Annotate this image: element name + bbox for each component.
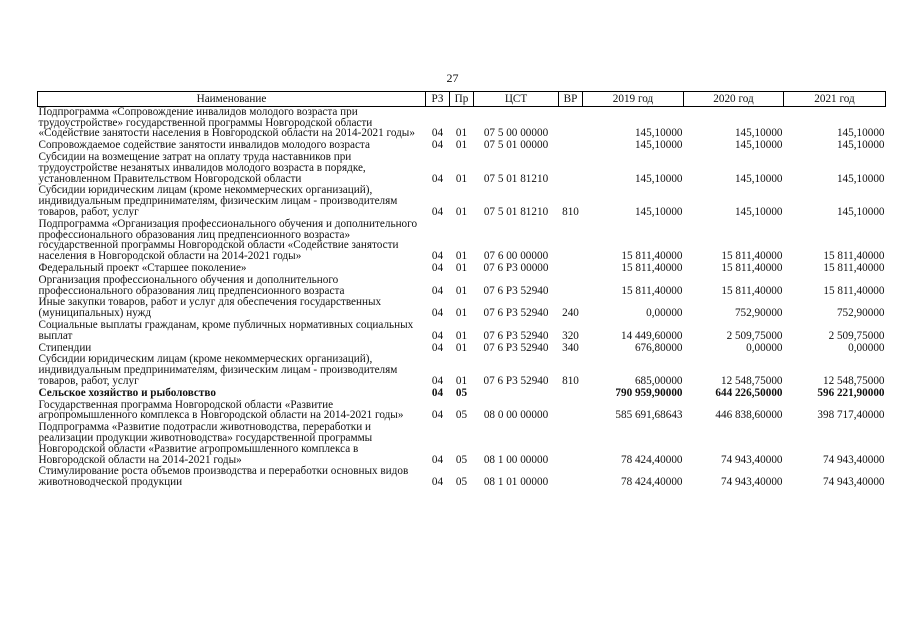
- cell-2020: 15 811,40000: [721, 284, 783, 297]
- table-row: [38, 185, 886, 218]
- cell-vr: [559, 106, 583, 140]
- cell-2020: 15 811,40000: [721, 261, 783, 274]
- cell-cst: 08 1 00 00000: [483, 453, 549, 466]
- cell-rz: 04: [431, 341, 444, 354]
- cell-name: Социальные выплаты гражданам, кроме публичных нормативных социальных выплат: [38, 318, 414, 342]
- cell-2021: 12 548,75000: [822, 374, 885, 387]
- table-row: [38, 422, 886, 466]
- cell-pr: 05: [455, 476, 468, 489]
- cell-2019: 676,80000: [634, 341, 683, 354]
- cell-pr: 05: [455, 453, 468, 466]
- cell-vr: [559, 466, 583, 489]
- cell-pr: 05: [455, 386, 468, 399]
- cell-vr: 810: [562, 205, 579, 218]
- table-row: [38, 219, 886, 263]
- cell-pr: 01: [455, 172, 468, 185]
- cell-name: Субсидии юридическим лицам (кроме некоммерческих организаций), индивидуальным предпринимателям, физическим лицам - производителям товаров, работ, услуг: [38, 184, 398, 218]
- cell-name: Подпрограмма «Развитие подотрасли животноводства, переработки и реализации продукции животноводства» государственной программы Новгородской области «Развитие агропромышленного комплекса в Новгородской области на 2014-2021 годы»: [38, 421, 373, 466]
- table-row: [38, 400, 886, 423]
- cell-cst: 07 6 P3 52940: [483, 374, 549, 387]
- cell-2020: 145,10000: [734, 127, 783, 140]
- cell-vr: [559, 400, 583, 423]
- cell-name: Организация профессионального обучения и дополнительного профессионального образования лиц предпенсионного возраста: [38, 273, 345, 297]
- cell-2021: 2 509,75000: [828, 329, 885, 342]
- cell-pr: 01: [455, 261, 468, 274]
- cell-cst: [474, 388, 559, 400]
- cell-name: Сельское хозяйство и рыболовство: [38, 386, 216, 399]
- cell-2019: 145,10000: [634, 205, 683, 218]
- cell-2019: 14 449,60000: [620, 329, 683, 342]
- cell-2019: 145,10000: [634, 139, 683, 152]
- cell-vr: 240: [562, 307, 579, 320]
- cell-2021: 74 943,40000: [822, 476, 885, 489]
- cell-vr: [559, 275, 583, 298]
- cell-pr: 01: [455, 284, 468, 297]
- cell-cst: 07 6 P3 00000: [483, 261, 549, 274]
- table-row: [38, 106, 886, 140]
- cell-2021: 15 811,40000: [823, 261, 885, 274]
- cell-vr: [559, 388, 583, 400]
- table-row: [38, 275, 886, 298]
- cell-rz: 04: [431, 453, 444, 466]
- cell-name: Государственная программа Новгородской области «Развитие агропромышленного комплекса в Новгородской области на 2014-2021 годы»: [38, 398, 404, 422]
- cell-2021: 0,00000: [848, 341, 885, 354]
- table-row: [38, 466, 886, 489]
- budget-table: [37, 91, 886, 489]
- cell-vr: [559, 219, 583, 263]
- cell-2019: 685,00000: [634, 374, 683, 387]
- cell-2021: 15 811,40000: [823, 250, 885, 263]
- cell-2019: 790 959,90000: [615, 386, 683, 399]
- cell-rz: 04: [431, 250, 444, 263]
- cell-vr: [559, 263, 583, 275]
- cell-rz: 04: [431, 409, 444, 422]
- cell-name: Подпрограмма «Сопровождение инвалидов молодого возраста при трудоустройстве» государственной программы Новгородской области «Содействие занятости населения в Новгородской области на 2014-2021 годы»: [38, 105, 415, 140]
- column-header-2019: 2019 год: [583, 92, 684, 107]
- cell-rz: 04: [431, 329, 444, 342]
- cell-vr: 340: [562, 341, 579, 354]
- cell-rz: 04: [431, 261, 444, 274]
- cell-2021: 752,90000: [836, 307, 885, 320]
- cell-cst: 07 5 01 00000: [483, 139, 549, 152]
- cell-rz: 04: [431, 374, 444, 387]
- cell-cst: 07 5 00 00000: [483, 127, 549, 140]
- cell-2020: 145,10000: [734, 205, 783, 218]
- cell-2019: 585 691,68643: [615, 409, 683, 422]
- cell-cst: 07 6 00 00000: [483, 250, 549, 263]
- column-header-name: Наименование: [38, 92, 426, 107]
- cell-vr: [559, 422, 583, 466]
- cell-2020: 446 838,60000: [715, 409, 783, 422]
- cell-name: Субсидии на возмещение затрат на оплату труда наставников при трудоустройстве незанятых инвалидов молодого возраста в порядке, установленном Правительством Новгородской области: [38, 150, 366, 185]
- cell-name: Сопровождаемое содействие занятости инвалидов молодого возраста: [38, 139, 370, 152]
- cell-2021: 596 221,90000: [817, 386, 885, 399]
- column-header-rz: РЗ: [426, 92, 450, 107]
- cell-2020: 2 509,75000: [726, 329, 783, 342]
- cell-2020: 12 548,75000: [720, 374, 783, 387]
- cell-pr: 01: [455, 341, 468, 354]
- cell-2021: 145,10000: [836, 139, 885, 152]
- cell-2020: 74 943,40000: [720, 476, 783, 489]
- cell-rz: 04: [431, 172, 444, 185]
- cell-name: Стимулирование роста объемов производства и переработки основных видов животноводческой продукции: [38, 465, 409, 489]
- cell-2020: 74 943,40000: [720, 453, 783, 466]
- cell-pr: 01: [455, 139, 468, 152]
- cell-name: Подпрограмма «Организация профессионального обучения и дополнительного профессионального образования лиц предпенсионного возраста» государственной программы Новгородской области «Содействие занятости населения в Новгородской области на 2014-2021 годы»: [38, 217, 418, 263]
- cell-2019: 15 811,40000: [621, 261, 683, 274]
- cell-pr: 01: [455, 307, 468, 320]
- cell-2021: 15 811,40000: [823, 284, 885, 297]
- cell-rz: 04: [431, 386, 444, 399]
- cell-cst: 08 1 01 00000: [483, 476, 549, 489]
- table-row: [38, 263, 886, 275]
- cell-2020: 644 226,50000: [715, 386, 783, 399]
- cell-cst: 07 6 P3 52940: [483, 284, 549, 297]
- table-row: [38, 297, 886, 320]
- cell-cst: 07 5 01 81210: [483, 172, 549, 185]
- cell-rz: 04: [431, 127, 444, 140]
- cell-pr: 01: [455, 250, 468, 263]
- cell-cst: 07 6 P3 52940: [483, 341, 549, 354]
- cell-pr: 01: [455, 127, 468, 140]
- page-number: 27: [446, 71, 459, 85]
- cell-rz: 04: [431, 139, 444, 152]
- cell-rz: 04: [431, 284, 444, 297]
- cell-2019: 15 811,40000: [621, 250, 683, 263]
- cell-name: Субсидии юридическим лицам (кроме некоммерческих организаций), индивидуальным предпринимателям, физическим лицам - производителям товаров, работ, услуг: [38, 353, 398, 387]
- cell-cst: 08 0 00 00000: [483, 409, 549, 422]
- column-header-2020: 2020 год: [684, 92, 784, 107]
- cell-cst: 07 6 P3 52940: [483, 307, 549, 320]
- cell-2020: 752,90000: [734, 307, 783, 320]
- cell-2020: 145,10000: [734, 139, 783, 152]
- cell-vr: [559, 152, 583, 185]
- cell-name: Иные закупки товаров, работ и услуг для обеспечения государственных (муниципальных) нужд: [38, 296, 382, 320]
- cell-2021: 145,10000: [836, 172, 885, 185]
- cell-vr: [559, 140, 583, 152]
- cell-2019: 78 424,40000: [620, 453, 683, 466]
- cell-2019: 15 811,40000: [621, 284, 683, 297]
- cell-cst: 07 6 P3 52940: [483, 329, 549, 342]
- cell-rz: 04: [431, 307, 444, 320]
- table-row: [38, 152, 886, 185]
- table-row: [38, 354, 886, 387]
- cell-2021: 145,10000: [836, 127, 885, 140]
- column-header-pr: Пр: [450, 92, 474, 107]
- cell-2019: 78 424,40000: [620, 476, 683, 489]
- table-header-row: [38, 92, 886, 107]
- cell-vr: 810: [562, 374, 579, 387]
- cell-2020: 0,00000: [746, 341, 783, 354]
- cell-2021: 398 717,40000: [817, 409, 885, 422]
- cell-cst: 07 5 01 81210: [483, 205, 549, 218]
- cell-2021: 74 943,40000: [822, 453, 885, 466]
- cell-2021: 145,10000: [836, 205, 885, 218]
- cell-2020: 145,10000: [734, 172, 783, 185]
- cell-pr: 01: [455, 329, 468, 342]
- table-row: [38, 320, 886, 343]
- cell-name: Стипендии: [38, 341, 92, 354]
- cell-pr: 01: [455, 205, 468, 218]
- cell-pr: 01: [455, 374, 468, 387]
- cell-pr: 05: [455, 409, 468, 422]
- table-row: [38, 388, 886, 400]
- column-header-cst: ЦСТ: [474, 92, 559, 107]
- cell-2020: 15 811,40000: [721, 250, 783, 263]
- column-header-vr: ВР: [559, 92, 583, 107]
- cell-2019: 0,00000: [646, 307, 683, 320]
- cell-vr: 320: [562, 329, 579, 342]
- cell-2019: 145,10000: [634, 127, 683, 140]
- column-header-2021: 2021 год: [784, 92, 886, 107]
- cell-rz: 04: [431, 476, 444, 489]
- cell-rz: 04: [431, 205, 444, 218]
- cell-name: Федеральный проект «Старшее поколение»: [38, 261, 247, 274]
- cell-2019: 145,10000: [634, 172, 683, 185]
